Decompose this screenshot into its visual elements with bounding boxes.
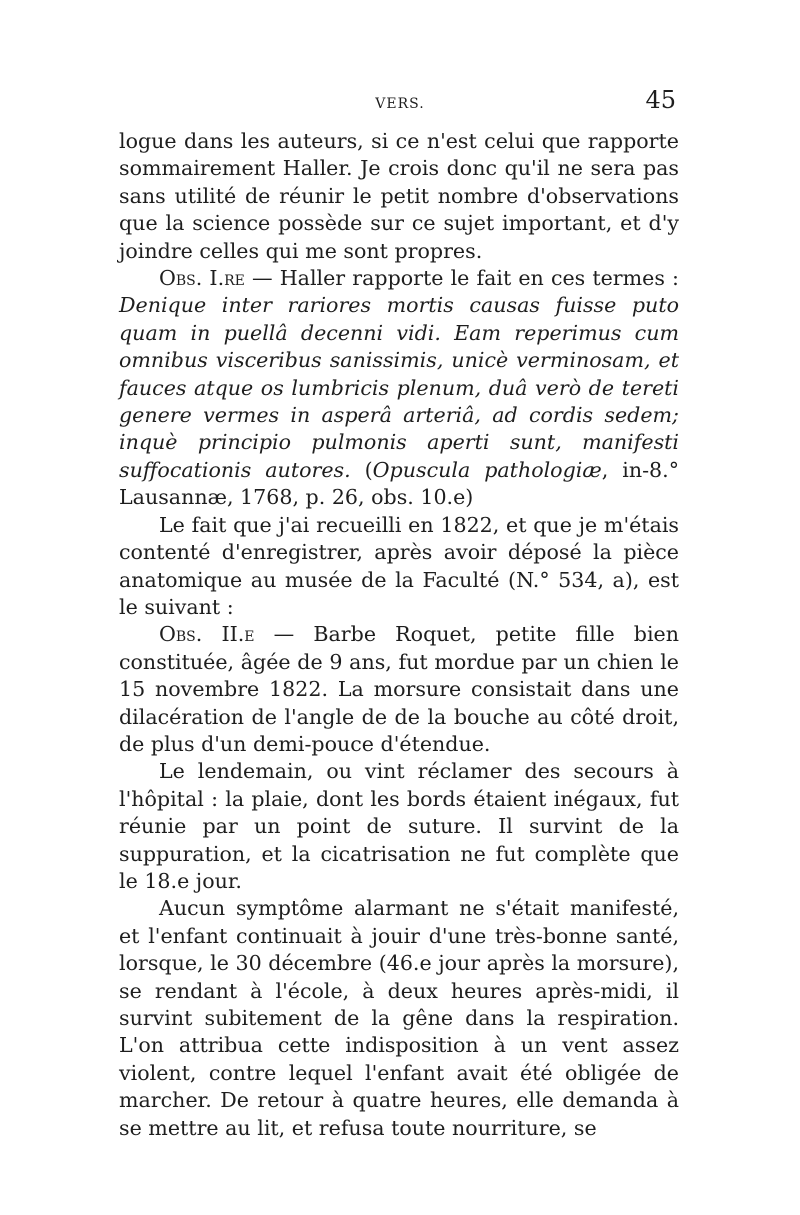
paragraph-3: Le fait que j'ai recueilli en 1822, et que je m'étais contenté d'enregistrer, après avoir déposé la pièce anatomique au musée de la Faculté (N.° 534, a), est le suivant :	[119, 512, 679, 619]
running-head: VERS.	[375, 96, 425, 112]
page-header	[120, 86, 680, 118]
obs-2-text: — Barbe Roquet, petite fille bien constituée, âgée de 9 ans, fut mordue par un chien le 15 novembre 1822. La morsure consistait dans une dilacération de l'angle de de la bouche au côté droit, de plus d'un demi-pouce d'étendue.	[119, 622, 679, 756]
obs-1-label: Obs. I.re	[159, 266, 245, 291]
paragraph-6: Aucun symptôme alarmant ne s'était manifesté, et l'enfant continuait à jouir d'une très-bonne santé, lorsque, le 30 décembre (46.e jour après la morsure), se rendant à l'école, à deux heures après-midi, il survint subitement de la gêne dans la respiration. L'on attribua cette indisposition à un vent assez violent, contre lequel l'enfant avait été obligée de marcher. De retour à quatre heures, elle demanda à se mettre au lit, et refusa toute nourriture, se	[119, 896, 679, 1140]
citation-open: (	[350, 457, 373, 482]
paragraph-5: Le lendemain, ou vint réclamer des secours à l'hôpital : la plaie, dont les bords étaient inégaux, fut réunie par un point de suture. Il survint de la suppuration, et la cicatrisation ne fut complète que le 18.e jour.	[119, 759, 679, 893]
paragraph-obs-2	[119, 621, 679, 758]
obs-1-intro: — Haller rapporte le fait en ces termes :	[244, 266, 679, 291]
citation-title: Opuscula pathologiæ	[372, 457, 602, 482]
citation-rest: , in-8.° Lausannæ, 1768, p. 26, obs. 10.e)	[119, 457, 679, 510]
latin-quote: Denique inter rariores mortis causas fuisse puto quam in puellâ decenni vidi. Eam reperimus cum omnibus visceribus sanissimis, unicè verminosam, et fauces atque os lumbricis plenum, duâ verò de tereti genere vermes in asperâ arteriâ, ad cordis sedem; inquè principio pulmonis aperti sunt, manifesti suffocationis autores.	[119, 293, 679, 482]
paragraph-1: logue dans les auteurs, si ce n'est celui que rapporte sommairement Haller. Je crois donc qu'il ne sera pas sans utilité de réunir le petit nombre d'observations que la science possède sur ce sujet important, et d'y joindre celles qui me sont propres.	[119, 129, 679, 263]
body-text	[119, 128, 679, 1142]
paragraph-obs-1	[119, 265, 679, 512]
page-number: 45	[645, 86, 676, 114]
obs-2-label: Obs. II.e	[159, 622, 255, 647]
